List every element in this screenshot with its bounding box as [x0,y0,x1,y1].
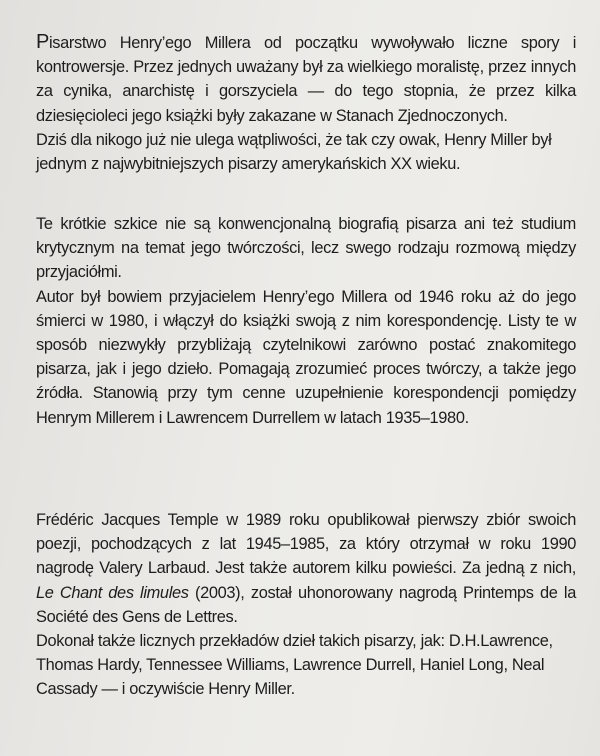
book-nature-paragraph: Te krótkie szkice nie są konwencjonalną biografią pisarza ani też studium krytycznym na temat jego twórczości, lecz swego rodzaju rozmową między przyjaciółmi. [36,215,576,282]
initial-letter: P [36,31,49,53]
intro-paragraph [36,30,576,128]
author-awards-text-end: (2003), został uhonorowany nagrodą Printemps de la Société des Gens de Lettres. [36,583,576,626]
novel-title: Le Chant des limules [36,583,189,602]
intro-paragraph-text: isarstwo Henry’ego Millera od początku wywoływało liczne spory i kontrowersje. Przez jednych uważany był za wielkiego moralistę, przez innych za cynika, anarchistę i gorszyciela — do tego stopnia, że przez kilka dziesięcioleci jego książki były zakazane w Stanach Zjednoczonych. [36,34,576,125]
friendship-paragraph: Autor był bowiem przyjacielem Henry’ego Millera od 1946 roku aż do jego śmierci w 1980, i włączył do książki swoją z nim korespondencję. Listy te w sposób niezwykły przybliżają czytelnikowi zarówno postać znakomitego pisarza, jak i jego dzieło. Pomagają zrozumieć proces twórczy, a także jego źródła. Stanowią przy tym cenne uzupełnienie korespondencji pomiędzy Henrym Millerem i Lawrencem Durrellem w latach 1935–1980. [36,287,576,427]
book-description-section [36,212,576,430]
author-awards-text: Frédéric Jacques Temple w 1989 roku opublikował pierwszy zbiór swoich poezji, pochodzących z lat 1945–1985, za który otrzymał w roku 1990 nagrodę Valery Larbaud. Jest także autorem kilku powieści. Za jedną z nich, [36,511,576,578]
author-bio-section [36,508,576,702]
miller-intro-section [36,30,576,176]
author-awards-paragraph [36,508,576,629]
legacy-paragraph: Dziś dla nikogo już nie ulega wątpliwości, że tak czy owak, Henry Miller był jednym z najwybitniejszych pisarzy amerykańskich XX wieku. [36,130,552,174]
translations-paragraph: Dokonał także licznych przekładów dzieł takich pisarzy, jak: D.H.Lawrence, Thomas Hardy, Tennessee Williams, Lawrence Durrell, Haniel Long, Neal Cassady — i oczywiście Henry Miller. [36,632,553,699]
